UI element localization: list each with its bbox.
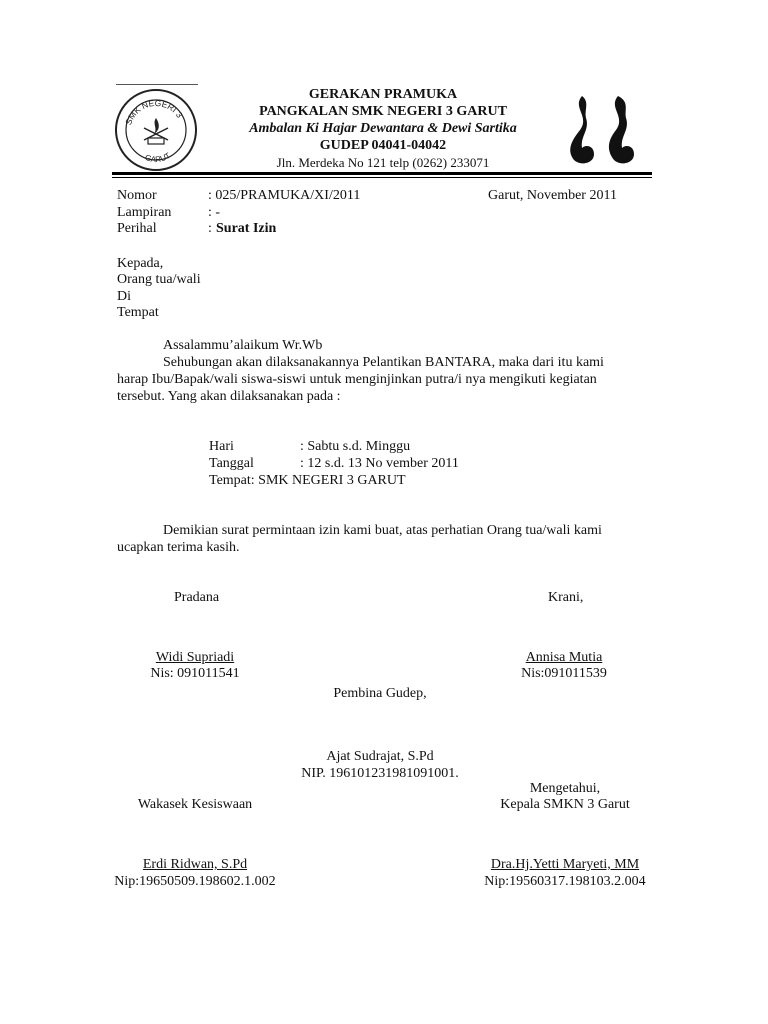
header-rule-thin — [112, 177, 652, 178]
header-rule-thick — [112, 172, 652, 175]
perihal-label: Perihal — [117, 221, 157, 236]
lampiran-label: Lampiran — [117, 205, 172, 220]
kepala-name: Dra.Hj.Yetti Maryeti, MM — [490, 857, 640, 872]
recipient-line-4: Tempat — [117, 305, 159, 320]
svg-text:SMK NEGERI 3: SMK NEGERI 3 — [123, 97, 185, 127]
svg-text:GARUT: GARUT — [143, 151, 173, 165]
pradana-title: Pradana — [174, 590, 220, 605]
paragraph-1-line-2: harap Ibu/Bapak/wali siswa-siswi untuk menginjinkan putra/i nya mengikuti kegiatan — [117, 372, 597, 387]
pembina-name: Ajat Sudrajat, S.Pd — [326, 749, 434, 764]
ambalan-name: Ambalan Ki Hajar Dewantara & Dewi Sartika — [249, 121, 517, 136]
mengetahui: Mengetahui, — [529, 781, 601, 796]
nomor-label: Nomor — [117, 188, 157, 203]
tanggal-value: : 12 s.d. 13 No vember 2011 — [300, 456, 459, 471]
krani-nis: Nis:091011539 — [521, 666, 607, 681]
wakasek-nip: Nip:19650509.198602.1.002 — [114, 874, 276, 889]
hari-value: : Sabtu s.d. Minggu — [300, 439, 411, 454]
recipient-line-3: Di — [117, 289, 131, 304]
gudep-number: GUDEP 04041-04042 — [319, 138, 447, 153]
paragraph-2-line-2: ucapkan terima kasih. — [117, 540, 240, 555]
wakasek-title: Wakasek Kesiswaan — [137, 797, 253, 812]
org-name: GERAKAN PRAMUKA — [308, 87, 458, 102]
paragraph-1-line-3: tersebut. Yang akan dilaksanakan pada : — [117, 389, 341, 404]
perihal-value: Surat Izin — [216, 221, 277, 236]
nomor-value: : 025/PRAMUKA/XI/2011 — [208, 188, 361, 203]
kepala-title: Kepala SMKN 3 Garut — [500, 797, 630, 812]
perihal-colon: : — [208, 221, 212, 236]
school-logo — [114, 88, 198, 172]
lampiran-value: : - — [208, 205, 221, 220]
tempat-line: Tempat: SMK NEGERI 3 GARUT — [209, 473, 406, 488]
krani-name: Annisa Mutia — [525, 650, 603, 665]
scout-emblem — [560, 90, 642, 170]
pembina-nip: NIP. 196101231981091001. — [301, 766, 459, 781]
tanggal-label: Tanggal — [209, 456, 254, 471]
kepala-nip: Nip:19560317.198103.2.004 — [484, 874, 646, 889]
wakasek-name: Erdi Ridwan, S.Pd — [142, 857, 248, 872]
recipient-line-1: Kepada, — [117, 256, 164, 271]
paragraph-1-line-1: Sehubungan akan dilaksanakannya Pelantikan BANTARA, maka dari itu kami — [163, 355, 604, 370]
pradana-name: Widi Supriadi — [155, 650, 235, 665]
krani-title: Krani, — [548, 590, 584, 605]
place-date: Garut, November 2011 — [488, 188, 617, 203]
pembina-title: Pembina Gudep, — [333, 686, 427, 701]
hari-label: Hari — [209, 439, 234, 454]
greeting: Assalammu’alaikum Wr.Wb — [163, 338, 323, 353]
address: Jln. Merdeka No 121 telp (0262) 233071 — [276, 155, 490, 170]
pradana-nis: Nis: 091011541 — [150, 666, 240, 681]
recipient-line-2: Orang tua/wali — [117, 272, 201, 287]
paragraph-2-line-1: Demikian surat permintaan izin kami buat, atas perhatian Orang tua/wali kami — [163, 523, 602, 538]
base-name: PANGKALAN SMK NEGERI 3 GARUT — [259, 104, 507, 119]
top-rule — [116, 84, 198, 85]
